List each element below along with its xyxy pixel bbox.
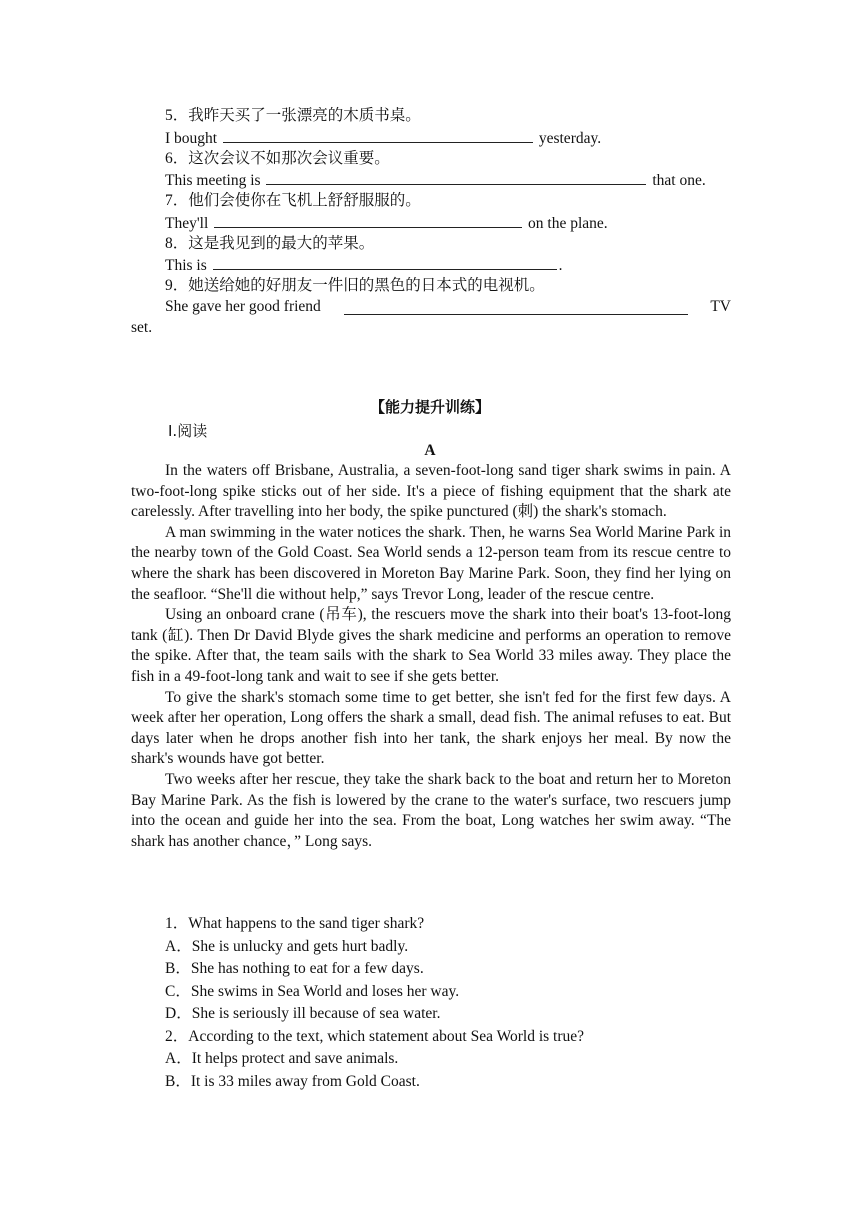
exercise-5-sentence [165,127,601,149]
exercise-6-blank[interactable] [266,169,646,185]
question-2-option-b[interactable]: B．It is 33 miles away from Gold Coast. [165,1073,420,1090]
question-1-option-a[interactable]: A．She is unlucky and gets hurt badly. [165,938,409,955]
question-1-option-c[interactable]: C．She swims in Sea World and loses her way. [165,983,460,1000]
exercise-6-prefix: This meeting is [165,172,261,189]
reading-passage [131,461,731,852]
exercise-5-chinese: 5．我昨天买了一张漂亮的木质书桌。 [165,107,421,124]
section-heading: 【能力提升训练】 [369,398,490,416]
exercise-7-blank[interactable] [214,212,522,228]
part-heading: Ⅰ.阅读 [168,422,208,440]
exercise-6-chinese: 6．这次会议不如那次会议重要。 [165,150,390,167]
exercise-8-suffix: . [558,257,563,274]
exercise-9-sentence [165,296,731,317]
question-1-option-d[interactable]: D．She is seriously ill because of sea water. [165,1005,441,1022]
exercise-7-chinese: 7．他们会使你在飞机上舒舒服服的。 [165,192,421,209]
exercise-9-prefix: She gave her good friend [165,298,321,315]
exercise-8-blank[interactable] [213,254,557,270]
exercise-7-prefix: They'll [165,215,209,232]
passage-paragraph: Two weeks after her rescue, they take the shark back to the boat and return her to Moreton Bay Marine Park. As the fish is lowered by the crane to the water's surface, two rescuers jump into the ocean and guide her into the sea. From the boat, Long watches her swim away. “The shark has another chance，” Long says. [131,770,731,850]
exercise-5-blank[interactable] [223,127,533,143]
passage-paragraph: A man swimming in the water notices the shark. Then, he warns Sea World Marine Park in the nearby town of the Gold Coast. Sea World sends a 12-person team from its rescue centre to where the shark has been discovered in Moreton Bay Marine Park. Soon, they find her lying on the seafloor. “She'll die without help,” says Trevor Long, leader of the rescue centre. [131,523,731,603]
passage-letter: A [424,442,436,459]
exercise-5-suffix: yesterday. [538,130,602,147]
exercise-8-chinese: 8．这是我见到的最大的苹果。 [165,235,375,252]
exercise-5-prefix: I bought [165,130,218,147]
question-2-option-a[interactable]: A．It helps protect and save animals. [165,1050,399,1067]
exercise-6-sentence [165,169,706,191]
exercise-9-suffix: TV [710,298,731,315]
question-2: 2．According to the text, which statement about Sea World is true? [165,1028,585,1045]
exercise-7-sentence [165,212,608,234]
exercise-6-suffix: that one. [652,172,706,189]
question-1-option-b[interactable]: B．She has nothing to eat for a few days. [165,960,424,977]
question-1: 1．What happens to the sand tiger shark? [165,915,425,932]
exercise-9-chinese: 9．她送给她的好朋友一件旧的黑色的日本式的电视机。 [165,277,545,294]
exercise-7-suffix: on the plane. [528,215,608,232]
passage-paragraph: In the waters off Brisbane, Australia, a seven-foot-long sand tiger shark swims in pain. A two-foot-long spike sticks out of her side. It's a piece of fishing equipment that the shark ate carelessly. After travelling into her body, the spike punctured (刺) the shark's stomach. [131,462,731,521]
exercise-8-sentence [165,254,563,276]
exercise-8-prefix: This is [165,257,207,274]
passage-paragraph: Using an onboard crane (吊车), the rescuers move the shark into their boat's 13-foot-long tank (缸). Then Dr David Blyde gives the shark medicine and performs an operation to remove the spike. After that, the team sails with the shark to Sea World 33 miles away. They place the fish in a 49-foot-long tank and wait to see if she gets better. [131,606,731,685]
exercise-9-wrap: set. [131,319,153,336]
exercise-9-blank[interactable] [344,299,688,315]
passage-paragraph: To give the shark's stomach some time to get better, she isn't fed for the first few days. A week after her operation, Long offers the shark a small, dead fish. The animal refuses to eat. But days later when he drops another fish into her tank, the shark enjoys her meal. By now the shark's wounds have got better. [131,688,731,768]
